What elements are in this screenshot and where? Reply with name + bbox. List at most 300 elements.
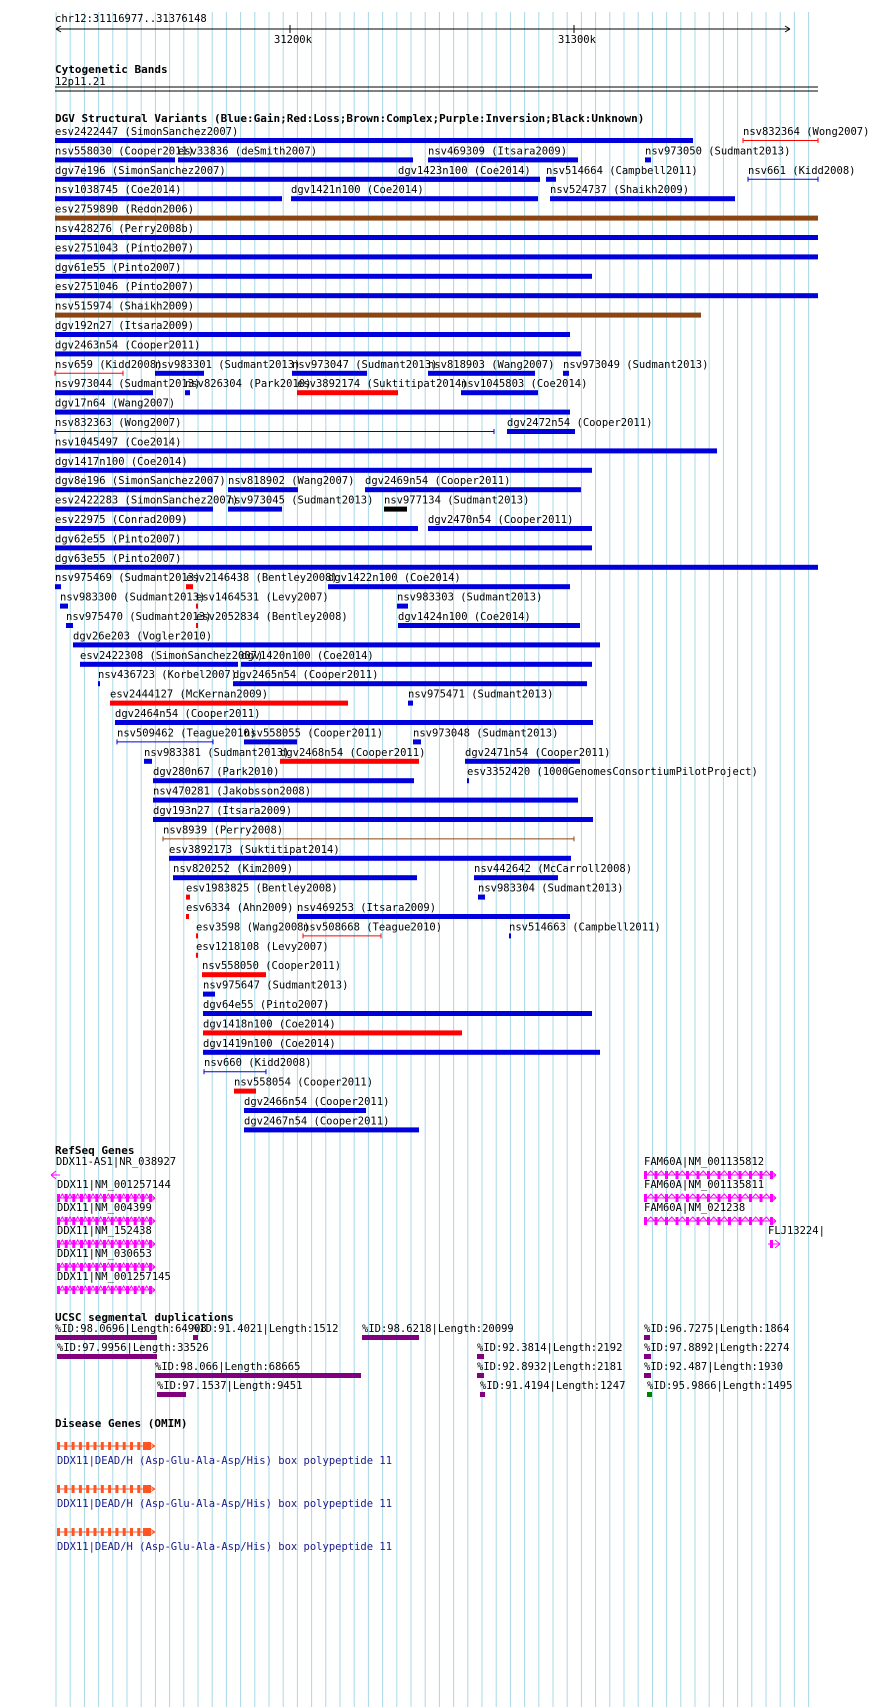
dgv-variant-bar[interactable] [115, 720, 593, 725]
gene-intron [121, 1263, 126, 1267]
omim-label[interactable]: DDX11|DEAD/H (Asp-Glu-Ala-Asp/His) box polypeptide 11 [57, 1498, 393, 1510]
dgv-variant-label: dgv2469n54 (Cooper2011) [365, 475, 511, 488]
dgv-variant-bar[interactable] [474, 875, 558, 880]
gene-exon [134, 1263, 137, 1271]
dgv-variant-bar[interactable] [428, 371, 535, 376]
segdup-bar[interactable] [644, 1373, 651, 1378]
gene-exon [686, 1171, 689, 1179]
gene-exon [118, 1240, 121, 1248]
dgv-variant-label: dgv1419n100 (Coe2014) [203, 1037, 336, 1050]
dgv-variant-bar[interactable] [203, 1050, 600, 1055]
omim-exon [101, 1442, 104, 1450]
gene-intron [752, 1194, 760, 1198]
dgv-variant-bar[interactable] [461, 390, 538, 395]
refseq-gene-label: FAM60A|NM_001135812 [644, 1156, 765, 1168]
dgv-variant-bar[interactable] [55, 332, 570, 337]
gene-exon [676, 1217, 679, 1225]
gene-intron [75, 1217, 80, 1221]
dgv-variant-bar[interactable] [408, 701, 413, 706]
gene-exon [118, 1194, 121, 1202]
segdup-bar[interactable] [362, 1335, 419, 1340]
gene-exon [57, 1240, 60, 1248]
dgv-variant-bar[interactable] [55, 390, 153, 395]
segdup-bar[interactable] [644, 1354, 651, 1359]
gene-intron [129, 1240, 134, 1244]
dgv-variant-label: esv2422283 (SimonSanchez2007) [55, 494, 239, 507]
dgv-variant-bar[interactable] [563, 371, 569, 376]
refseq-gene-model[interactable] [57, 1217, 155, 1225]
dgv-variant-bar[interactable] [55, 565, 818, 570]
gene-exon [72, 1194, 75, 1202]
dgv-variant-label: nsv826304 (Park2010) [185, 378, 312, 391]
dgv-variant-bar[interactable] [233, 681, 587, 686]
dgv-variant-bar[interactable] [202, 972, 266, 977]
dgv-variant-bar[interactable] [428, 157, 578, 162]
dgv-variant-bar[interactable] [280, 759, 419, 764]
dgv-variant-label: dgv1424n100 (Coe2014) [398, 611, 531, 623]
gene-intron [742, 1217, 750, 1221]
gene-intron [121, 1194, 126, 1198]
dgv-variant-bar[interactable] [244, 739, 297, 744]
gene-intron [106, 1194, 111, 1198]
omim-label[interactable]: DDX11|DEAD/H (Asp-Glu-Ala-Asp/His) box polypeptide 11 [57, 1455, 393, 1467]
dgv-variant-label: nsv973045 (Sudmant2013) [228, 494, 374, 507]
dgv-variant-bar[interactable] [467, 778, 469, 783]
omim-exon [79, 1442, 82, 1450]
dgv-variant-label: dgv2465n54 (Cooper2011) [233, 669, 379, 682]
dgv-variant-label: esv3352420 (1000GenomesConsortiumPilotProject) [467, 766, 758, 779]
gene-intron [60, 1263, 65, 1267]
segdup-bar[interactable] [647, 1392, 652, 1397]
dgv-variant-bar[interactable] [196, 933, 198, 938]
dgv-variant-label: nsv558054 (Cooper2011) [234, 1076, 374, 1089]
gene-intron [114, 1286, 119, 1290]
gene-exon [126, 1194, 129, 1202]
gene-intron [658, 1194, 666, 1198]
dgv-variant-bar[interactable] [328, 584, 570, 589]
gene-intron [91, 1286, 96, 1290]
gene-intron [137, 1286, 142, 1290]
dgv-variant-bar[interactable] [234, 1089, 256, 1094]
dgv-variant-bar[interactable] [55, 526, 418, 531]
gene-exon [80, 1194, 83, 1202]
gene-intron [679, 1217, 687, 1221]
dgv-variant-label: nsv818902 (Wang2007) [228, 475, 355, 488]
dgv-variant-label: dgv2467n54 (Cooper2011) [244, 1115, 390, 1128]
gene-exon [749, 1194, 752, 1202]
dgv-variant-label: nsv983381 (Sudmant2013) [144, 746, 290, 759]
gene-exon [697, 1194, 700, 1202]
dgv-variant-bar[interactable] [398, 177, 540, 182]
omim-exon [115, 1528, 118, 1536]
gene-exon [739, 1194, 742, 1202]
track-title-segdup: UCSC segmental duplications [55, 1311, 234, 1324]
gene-exon [718, 1217, 721, 1225]
refseq-gene-model[interactable] [57, 1263, 155, 1271]
dgv-variant-bar[interactable] [428, 526, 592, 531]
dgv-variant-bar[interactable] [55, 138, 693, 143]
dgv-variant-bar[interactable] [196, 604, 198, 609]
gene-intron [83, 1240, 88, 1244]
refseq-gene-label: DDX11|NM_152438 [57, 1225, 152, 1237]
gene-exon [739, 1171, 742, 1179]
dgv-variant-bar[interactable] [398, 623, 580, 628]
dgv-variant-label: esv2751043 (Pinto2007) [55, 242, 195, 255]
dgv-variant-bar[interactable] [55, 196, 282, 201]
dgv-variant-label: esv2751046 (Pinto2007) [55, 281, 195, 294]
gene-intron [144, 1217, 149, 1221]
dgv-variant-label: dgv2471n54 (Cooper2011) [465, 746, 611, 759]
dgv-variant-bar[interactable] [73, 642, 600, 647]
dgv-variant-label: esv3892173 (Suktitipat2014) [169, 843, 340, 856]
dgv-variant-bar[interactable] [55, 448, 717, 453]
refseq-gene-label: DDX11|NM_001257144 [57, 1179, 171, 1191]
dgv-variant-label: dgv1423n100 (Coe2014) [398, 164, 531, 177]
dgv-variant-label: dgv64e55 (Pinto2007) [203, 999, 330, 1011]
gene-intron [668, 1171, 676, 1175]
dgv-variant-bar[interactable] [228, 487, 298, 492]
gene-intron [106, 1217, 111, 1221]
omim-exon [143, 1528, 151, 1536]
dgv-variant-label: esv2444127 (McKernan2009) [110, 688, 269, 701]
dgv-variant-bar[interactable] [384, 507, 407, 512]
dgv-variant-label: dgv1417n100 (Coe2014) [55, 455, 188, 468]
gene-exon [770, 1240, 773, 1248]
gene-exon [655, 1217, 658, 1225]
gene-intron [742, 1171, 750, 1175]
segdup-label: %ID:92.8932|Length:2181 [477, 1361, 623, 1373]
gene-exon [103, 1263, 106, 1271]
omim-exon [130, 1442, 133, 1450]
dgv-variant-label: nsv661 (Kidd2008) [748, 164, 856, 177]
gene-intron [137, 1240, 142, 1244]
dgv-variant-bar[interactable] [228, 507, 282, 512]
dgv-variant-bar[interactable] [507, 429, 575, 434]
omim-exon [57, 1442, 60, 1450]
gene-intron [710, 1194, 718, 1198]
dgv-variant-label: dgv1421n100 (Coe2014) [291, 184, 424, 197]
dgv-variant-label: nsv983304 (Sudmant2013) [478, 882, 624, 895]
dgv-variant-bar[interactable] [55, 254, 818, 259]
track-title-dgv: DGV Structural Variants (Blue:Gain;Red:Loss;Brown:Complex;Purple:Inversion;Black:Unknown) [55, 112, 645, 125]
gene-exon [88, 1263, 91, 1271]
omim-exon [115, 1442, 118, 1450]
dgv-variant-label: nsv973044 (Sudmant2013) [55, 378, 201, 391]
dgv-variant-bar[interactable] [55, 507, 213, 512]
dgv-variant-bar[interactable] [365, 487, 581, 492]
dgv-variant-label: dgv8e196 (SimonSanchez2007) [55, 475, 226, 488]
track-title-omim: Disease Genes (OMIM) [55, 1417, 188, 1430]
dgv-variant-bar[interactable] [169, 856, 571, 861]
dgv-variant-label: dgv62e55 (Pinto2007) [55, 533, 182, 546]
segdup-label: %ID:98.066|Length:68665 [155, 1361, 301, 1373]
omim-label[interactable]: DDX11|DEAD/H (Asp-Glu-Ala-Asp/His) box polypeptide 11 [57, 1541, 393, 1553]
dgv-variant-bar[interactable] [397, 604, 408, 609]
refseq-gene-model[interactable] [57, 1286, 155, 1294]
segdup-track [55, 1311, 792, 1397]
gene-intron [60, 1286, 65, 1290]
gene-exon [65, 1194, 68, 1202]
gene-intron [60, 1240, 65, 1244]
dgv-variant-label: esv2052834 (Bentley2008) [196, 611, 348, 623]
segdup-bar[interactable] [480, 1392, 485, 1397]
dgv-variant-bar[interactable] [55, 157, 175, 162]
gene-exon [760, 1217, 763, 1225]
dgv-variant-label: nsv508668 (Teague2010) [303, 921, 443, 934]
dgv-variant-bar[interactable] [173, 875, 417, 880]
omim-exon [57, 1485, 60, 1493]
dgv-variant-bar[interactable] [241, 662, 592, 667]
dgv-variant-bar[interactable] [153, 817, 593, 822]
gene-intron [83, 1194, 88, 1198]
refseq-gene-label: FAM60A|NM_001135811 [644, 1179, 765, 1191]
dgv-variant-bar[interactable] [478, 895, 485, 900]
dgv-variant-bar[interactable] [55, 468, 592, 473]
gene-exon [134, 1286, 137, 1294]
dgv-variant-bar[interactable] [55, 313, 701, 318]
refseq-gene-model[interactable] [644, 1194, 776, 1202]
dgv-variant-label: nsv973048 (Sudmant2013) [413, 727, 559, 740]
gene-exon [141, 1194, 144, 1202]
dgv-variant-label: nsv524737 (Shaikh2009) [550, 184, 690, 197]
refseq-gene-label: DDX11|NM_030653 [57, 1248, 152, 1260]
dgv-variant-bar[interactable] [186, 584, 193, 589]
gene-intron [129, 1194, 134, 1198]
gene-intron [647, 1194, 655, 1198]
gene-exon [728, 1171, 731, 1179]
gene-exon [676, 1171, 679, 1179]
gene-exon [65, 1217, 68, 1225]
dgv-variant-bar[interactable] [186, 914, 189, 919]
omim-exon [123, 1528, 126, 1536]
omim-exon [130, 1528, 133, 1536]
gene-intron [129, 1263, 134, 1267]
dgv-variant-label: nsv973049 (Sudmant2013) [563, 358, 709, 371]
dgv-variant-bar[interactable] [55, 410, 570, 415]
dgv-variant-label: nsv973047 (Sudmant2013) [292, 358, 438, 371]
omim-gene-model[interactable] [57, 1485, 155, 1493]
dgv-variant-bar[interactable] [550, 196, 735, 201]
gene-intron [679, 1171, 687, 1175]
segdup-bar[interactable] [157, 1392, 186, 1397]
segdup-bar[interactable] [193, 1335, 198, 1340]
gene-exon [111, 1194, 114, 1202]
track-title-refseq: RefSeq Genes [55, 1144, 135, 1157]
segdup-bar[interactable] [644, 1335, 650, 1340]
gene-exon [57, 1286, 60, 1294]
dgv-variant-bar[interactable] [196, 953, 198, 958]
dgv-variant-bar[interactable] [244, 1108, 366, 1113]
dgv-variant-bar[interactable] [55, 545, 592, 550]
gene-exon [65, 1263, 68, 1271]
dgv-variant-bar[interactable] [66, 623, 73, 628]
refseq-gene-label: DDX11|NM_001257145 [57, 1271, 171, 1283]
gene-exon [749, 1217, 752, 1225]
dgv-variant-label: dgv2463n54 (Cooper2011) [55, 339, 201, 352]
gene-exon [65, 1286, 68, 1294]
segdup-label: %ID:95.9866|Length:1495 [647, 1380, 793, 1392]
gene-exon [134, 1240, 137, 1248]
dgv-variant-label: nsv1045803 (Coe2014) [461, 378, 588, 391]
refseq-gene-model[interactable] [768, 1240, 780, 1248]
dgv-variant-bar[interactable] [291, 196, 538, 201]
gene-exon [95, 1263, 98, 1271]
omim-exon [101, 1528, 104, 1536]
omim-exon [57, 1528, 60, 1536]
gene-intron [75, 1240, 80, 1244]
dgv-variant-label: dgv7e196 (SimonSanchez2007) [55, 164, 226, 177]
segdup-label: %ID:98.6218|Length:20099 [362, 1323, 514, 1335]
omim-exon [72, 1485, 75, 1493]
gene-intron [721, 1217, 729, 1221]
dgv-variant-bar[interactable] [55, 235, 818, 240]
refseq-gene-model[interactable] [57, 1194, 155, 1202]
dgv-variant-label: nsv975469 (Sudmant2013) [55, 572, 201, 585]
refseq-gene-model[interactable] [57, 1240, 155, 1248]
dgv-variant-bar[interactable] [203, 992, 215, 997]
dgv-variant-bar[interactable] [55, 216, 818, 221]
gene-exon [80, 1217, 83, 1225]
gene-exon [655, 1171, 658, 1179]
dgv-variant-bar[interactable] [178, 157, 413, 162]
dgv-variant-label: dgv2466n54 (Cooper2011) [244, 1096, 390, 1108]
dgv-variant-bar[interactable] [153, 778, 414, 783]
gene-exon [665, 1171, 668, 1179]
gene-intron [752, 1217, 760, 1221]
dgv-variant-label: dgv192n27 (Itsara2009) [55, 320, 195, 332]
gene-exon [111, 1263, 114, 1271]
gene-intron [137, 1194, 142, 1198]
dgv-variant-bar[interactable] [98, 681, 100, 686]
dgv-variant-label: nsv558055 (Cooper2011) [244, 727, 384, 740]
dgv-variant-bar[interactable] [546, 177, 556, 182]
omim-exon [137, 1485, 140, 1493]
omim-exon [72, 1442, 75, 1450]
dgv-variant-bar[interactable] [55, 584, 61, 589]
gene-exon [697, 1217, 700, 1225]
dgv-variant-bar[interactable] [185, 390, 190, 395]
gene-intron [647, 1217, 655, 1221]
dgv-variant-bar[interactable] [80, 662, 238, 667]
omim-gene-model[interactable] [57, 1528, 155, 1536]
gene-exon [80, 1240, 83, 1248]
dgv-variant-bar[interactable] [155, 371, 204, 376]
segdup-label: %ID:91.4194|Length:1247 [480, 1380, 626, 1392]
gene-exon [686, 1217, 689, 1225]
segdup-label: %ID:92.3814|Length:2192 [477, 1342, 623, 1354]
gene-intron [91, 1217, 96, 1221]
dgv-variant-bar[interactable] [203, 1030, 462, 1035]
gene-exon [95, 1240, 98, 1248]
dgv-variant-bar[interactable] [465, 759, 580, 764]
ruler [55, 13, 790, 46]
gene-exon [111, 1217, 114, 1225]
gene-exon [718, 1171, 721, 1179]
dgv-variant-bar[interactable] [297, 390, 398, 395]
dgv-variant-bar[interactable] [153, 798, 578, 803]
dgv-variant-label: nsv514663 (Campbell2011) [509, 921, 661, 934]
dgv-variant-bar[interactable] [55, 351, 581, 356]
segdup-bar[interactable] [55, 1335, 157, 1340]
segdup-bar[interactable] [477, 1373, 484, 1378]
dgv-variant-bar[interactable] [244, 1127, 419, 1132]
gene-intron [106, 1286, 111, 1290]
dgv-variant-bar[interactable] [292, 371, 367, 376]
gene-exon [57, 1194, 60, 1202]
dgv-variant-bar[interactable] [110, 701, 348, 706]
omim-exon [130, 1485, 133, 1493]
dgv-variant-label: nsv469309 (Itsara2009) [428, 145, 568, 158]
gene-intron [106, 1240, 111, 1244]
dgv-variant-bar[interactable] [413, 739, 421, 744]
omim-gene-model[interactable] [57, 1442, 155, 1450]
dgv-variant-bar[interactable] [186, 895, 190, 900]
dgv-variant-bar[interactable] [645, 157, 651, 162]
refseq-gene-model[interactable] [644, 1217, 776, 1225]
segdup-bar[interactable] [477, 1354, 484, 1359]
dgv-variant-bar[interactable] [203, 1011, 592, 1016]
dgv-variant-label: nsv975647 (Sudmant2013) [203, 979, 349, 992]
dgv-variant-label: nsv832364 (Wong2007) [743, 126, 870, 138]
gene-intron [721, 1194, 729, 1198]
dgv-variant-label: esv2422447 (SimonSanchez2007) [55, 126, 239, 138]
gene-exon [88, 1286, 91, 1294]
gene-exon [644, 1194, 647, 1202]
omim-exon [64, 1485, 67, 1493]
cytoband-label: 12p11.21 [55, 76, 106, 88]
segdup-bar[interactable] [57, 1354, 157, 1359]
segdup-bar[interactable] [155, 1373, 361, 1378]
refseq-gene-label: DDX11-AS1|NR_038927 [56, 1156, 177, 1168]
refseq-gene-label: DDX11|NM_004399 [57, 1202, 152, 1214]
dgv-variant-label: nsv973050 (Sudmant2013) [645, 145, 791, 158]
dgv-variant-label: nsv470281 (Jakobsson2008) [153, 785, 312, 798]
gene-intron [710, 1217, 718, 1221]
omim-exon [94, 1485, 97, 1493]
ruler-locus: chr12:31116977..31376148 [55, 13, 207, 25]
gene-exon [134, 1217, 137, 1225]
gene-intron [121, 1240, 126, 1244]
dgv-variant-label: dgv2468n54 (Cooper2011) [280, 746, 426, 759]
gene-intron [700, 1217, 708, 1221]
gene-intron [91, 1240, 96, 1244]
gene-exon [80, 1286, 83, 1294]
dgv-variant-label: nsv558050 (Cooper2011) [202, 960, 342, 973]
dgv-variant-bar[interactable] [297, 914, 570, 919]
dgv-variant-bar[interactable] [55, 274, 592, 279]
dgv-variant-bar[interactable] [55, 293, 818, 298]
gene-intron [91, 1263, 96, 1267]
dgv-variant-label: dgv63e55 (Pinto2007) [55, 552, 182, 565]
dgv-variant-bar[interactable] [60, 604, 68, 609]
omim-exon [86, 1442, 89, 1450]
gene-intron [679, 1194, 687, 1198]
dgv-variant-label: nsv515974 (Shaikh2009) [55, 300, 195, 313]
gene-exon [103, 1240, 106, 1248]
dgv-variant-bar[interactable] [196, 623, 198, 628]
track-title-cytoband: Cytogenetic Bands [55, 63, 168, 76]
dgv-variant-bar[interactable] [144, 759, 152, 764]
gene-intron [144, 1240, 149, 1244]
gene-intron [121, 1286, 126, 1290]
dgv-variant-label: nsv442642 (McCarroll2008) [474, 863, 633, 876]
refseq-gene-model[interactable] [644, 1171, 776, 1179]
dgv-variant-bar[interactable] [55, 487, 213, 492]
dgv-variant-bar[interactable] [509, 933, 511, 938]
gene-intron [668, 1194, 676, 1198]
gene-intron [647, 1171, 655, 1175]
dgv-variant-label: dgv193n27 (Itsara2009) [153, 805, 293, 817]
